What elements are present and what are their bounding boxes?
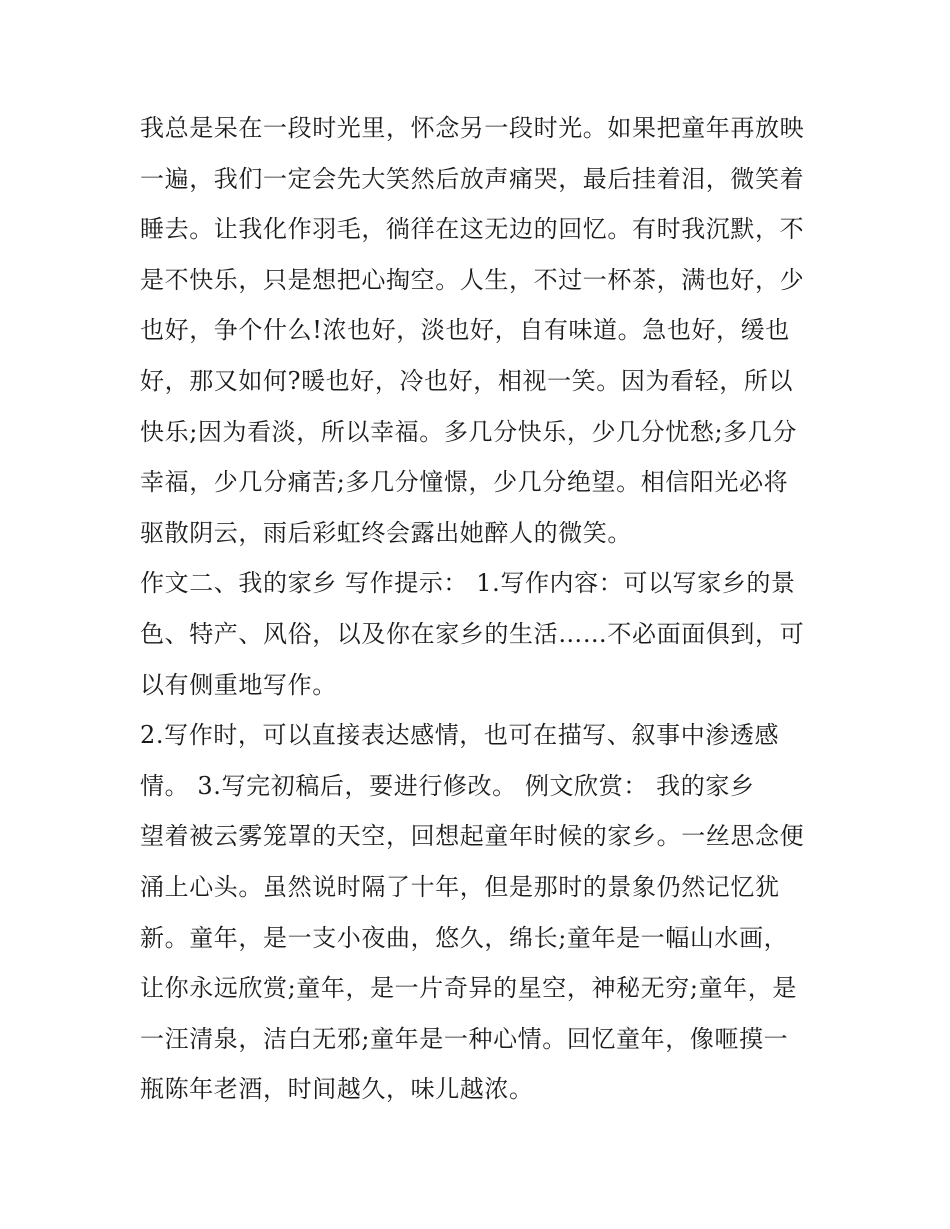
text-line: 新。童年，是一支小夜曲，悠久，绵长;童年是一幅山水画， (140, 923, 789, 952)
text-line: 睡去。让我化作羽毛，徜徉在这无边的回忆。有时我沉默，不 (140, 215, 805, 244)
text-line: 也好，争个什么!浓也好，淡也好，自有味道。急也好，缓也 (140, 316, 790, 345)
text-line: 情。 3.写完初稿后，要进行修改。 例文欣赏： 我的家乡 (140, 771, 755, 800)
text-line: 涌上心头。虽然说时隔了十年，但是那时的景象仍然记忆犹 (140, 872, 780, 901)
text-line: 一遍，我们一定会先大笑然后放声痛哭，最后挂着泪，微笑着 (140, 164, 805, 193)
text-line: 一汪清泉，洁白无邪;童年是一种心情。回忆童年，像咂摸一 (140, 1024, 789, 1053)
text-line: 好，那又如何?暖也好，冷也好，相视一笑。因为看轻，所以 (140, 366, 794, 395)
body-text (140, 103, 830, 1115)
text-line: 瓶陈年老酒，时间越久，味儿越浓。 (140, 1075, 534, 1104)
text-line: 驱散阴云，雨后彩虹终会露出她醉人的微笑。 (140, 518, 632, 547)
text-line: 色、特产、风俗，以及你在家乡的生活……不必面面俱到，可 (140, 619, 805, 648)
text-line: 以有侧重地写作。 (140, 670, 337, 699)
text-line: 幸福，少几分痛苦;多几分憧憬，少几分绝望。相信阳光必将 (140, 468, 789, 497)
text-line: 望着被云雾笼罩的天空，回想起童年时候的家乡。一丝思念便 (140, 822, 805, 851)
text-line: 快乐;因为看淡，所以幸福。多几分快乐，少几分忧愁;多几分 (140, 417, 797, 446)
section-heading-line: 作文二、我的家乡 写作提示： 1.写作内容：可以写家乡的景 (140, 569, 796, 598)
text-line: 是不快乐，只是想把心掏空。人生，不过一杯茶，满也好，少 (140, 265, 805, 294)
text-line: 让你永远欣赏;童年，是一片奇异的星空，神秘无穷;童年，是 (140, 974, 797, 1003)
text-line: 我总是呆在一段时光里，怀念另一段时光。如果把童年再放映 (140, 114, 805, 142)
text-line: 2.写作时，可以直接表达感情，也可在描写、叙事中渗透感 (140, 721, 780, 750)
